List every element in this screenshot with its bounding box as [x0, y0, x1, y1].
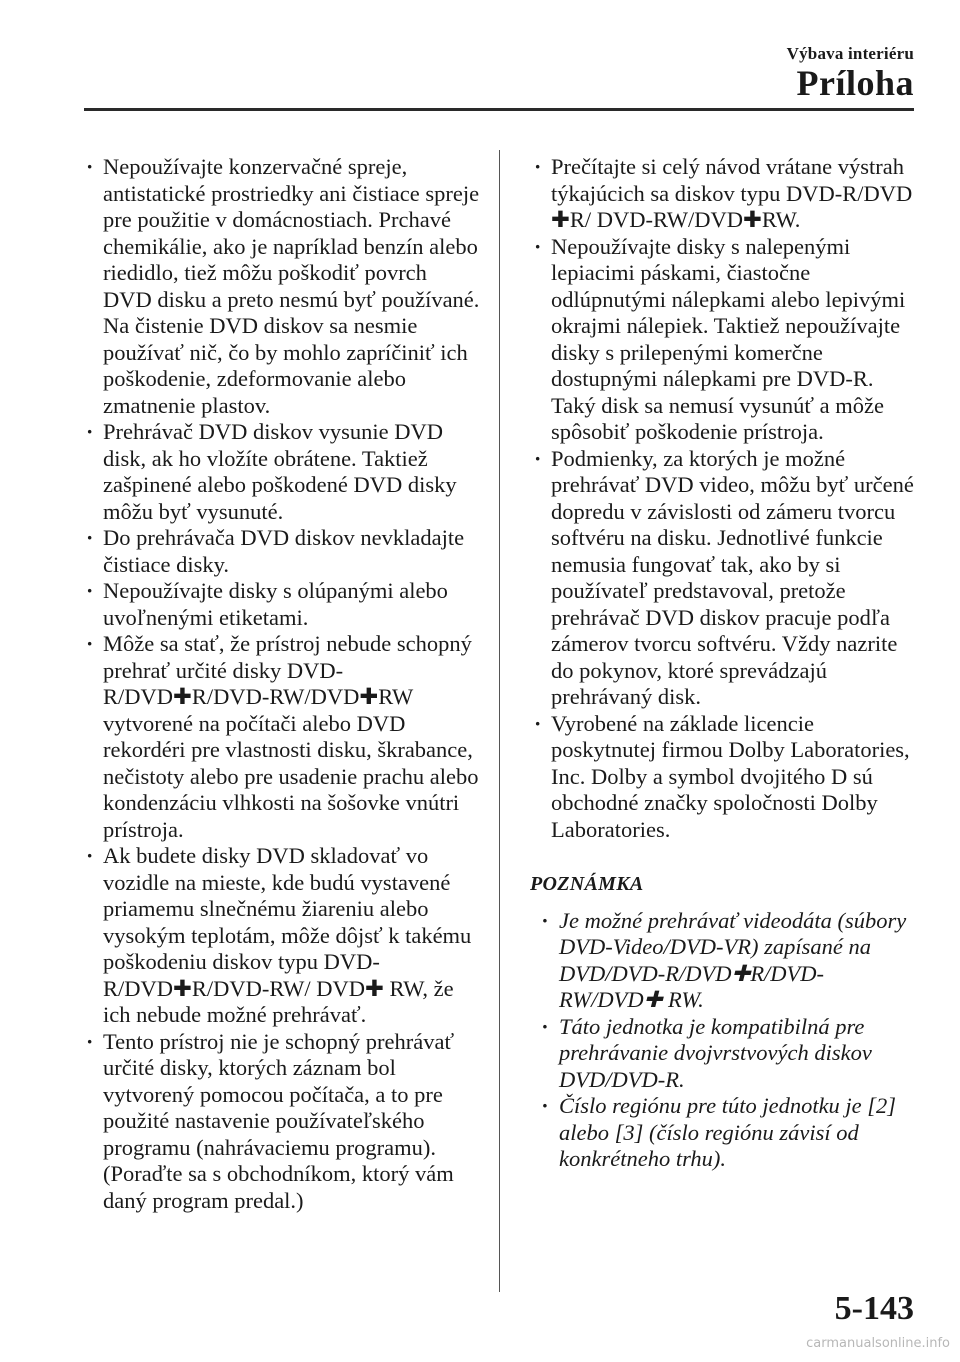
bullet-icon: ·	[534, 233, 542, 259]
bullet-icon: ·	[542, 907, 548, 933]
bullet-icon: ·	[542, 1013, 548, 1039]
header-rule	[84, 108, 914, 111]
right-list-item-text: Nepoužívajte disky s nalepenými lepiacimi páskami, čiastočne odlúpnutými nálepkami alebo lepivými okrajmi nálepiek. Taktiež nepoužívajte disky s prilepenými komerčne dostupnými nálepkami pre DVD-R. Taký disk sa nemusí vysunúť a môže spôsobiť poškodenie prístroja.	[551, 233, 906, 444]
bullet-icon: ·	[86, 843, 94, 868]
left-list-item	[82, 419, 480, 525]
left-list-item-text: Môže sa stať, že prístroj nebude schopný prehrať určité disky DVD-R/DVD✚R/DVD-RW/DVD✚RW vytvorené na počítači alebo DVD rekordéri pre vlastnosti disku, škrabance, nečistoty alebo pre usadenie prachu alebo kondenzáciu vlhkosti na šošovke vnútri prístroja.	[103, 631, 479, 842]
note-item-text: Táto jednotka je kompatibilná pre prehrávanie dvojvrstvových diskov DVD/DVD-R.	[559, 1013, 872, 1092]
left-column	[82, 154, 480, 1214]
bullet-icon: ·	[86, 525, 94, 550]
note-list	[538, 908, 920, 1173]
right-bullet-list	[530, 154, 920, 843]
page-title: Príloha	[796, 63, 914, 103]
bullet-icon: ·	[86, 631, 94, 656]
bullet-icon: ·	[86, 1028, 94, 1054]
left-list-item	[82, 631, 480, 843]
left-list-item-text: Prehrávač DVD diskov vysunie DVD disk, ak ho vložíte obrátene. Taktiež zašpinené alebo poškodené DVD disky môžu byť vysunuté.	[103, 419, 457, 524]
left-list-item	[82, 154, 480, 419]
right-list-item	[530, 234, 920, 446]
left-list-item-text: Nepoužívajte disky s olúpanými alebo uvoľnenými etiketami.	[103, 578, 448, 630]
left-list-item	[82, 578, 480, 631]
bullet-icon: ·	[86, 578, 94, 603]
left-list-item-text: Tento prístroj nie je schopný prehrávať určité disky, ktorých záznam bol vytvorený pomocou počítača, a to pre použité nastavenie používateľského programu (nahrávaciemu programu). (Poraďte sa s obchodníkom, ktorý vám daný program predal.)	[103, 1028, 455, 1213]
right-list-item-text: Prečítajte si celý návod vrátane výstrah týkajúcich sa diskov typu DVD-R/DVD ✚R/ DVD-RW/DVD✚RW.	[551, 154, 913, 232]
note-item-text: Číslo regiónu pre túto jednotku je [2] alebo [3] (číslo regiónu závisí od konkrétneho trhu).	[559, 1093, 897, 1171]
note-item	[538, 908, 920, 1014]
bullet-icon: ·	[86, 154, 94, 179]
left-list-item	[82, 525, 480, 578]
left-bullet-list	[82, 154, 480, 1214]
bullet-icon: ·	[534, 445, 542, 471]
note-item-text: Je možné prehrávať videodáta (súbory DVD-Video/DVD-VR) zapísané na DVD/DVD-R/DVD✚R/DVD-RW/DVD✚ RW.	[559, 907, 907, 1012]
right-list-item-text: Podmienky, za ktorých je možné prehrávať DVD video, môžu byť určené dopredu v závislosti od zámeru tvorcu softvéru na disku. Jednotlivé funkcie nemusia fungovať tak, ako by si používateľ predstavoval, pretože prehrávač DVD diskov pracuje podľa zámerov tvorcu softvéru. Vždy nazrite do pokynov, ktoré sprevádzajú prehrávaný disk.	[551, 445, 914, 709]
note-item	[538, 1093, 920, 1173]
right-list-item	[530, 154, 920, 234]
watermark: carmanualsonline.info	[806, 1336, 950, 1351]
page-number: 5-143	[834, 1290, 914, 1327]
right-column	[530, 154, 920, 1173]
bullet-icon: ·	[534, 154, 542, 179]
note-item	[538, 1014, 920, 1094]
left-list-item-text: Nepoužívajte konzervačné spreje, antistatické prostriedky ani čistiace spreje pre použitie v domácnostiach. Prchavé chemikálie, ako je napríklad benzín alebo riedidlo, tiež môžu poškodiť povrch DVD disku a preto nesmú byť používané. Na čistenie DVD diskov sa nesmie používať nič, čo by mohlo zapríčiniť ich poškodenie, zdeformovanie alebo zmatnenie plastov.	[103, 154, 480, 418]
left-list-item-text: Do prehrávača DVD diskov nevkladajte čistiace disky.	[103, 525, 465, 577]
left-list-item	[82, 843, 480, 1029]
note-heading: POZNÁMKA	[530, 873, 644, 895]
bullet-icon: ·	[534, 710, 542, 736]
left-list-item	[82, 1029, 480, 1215]
bullet-icon: ·	[86, 419, 94, 444]
bullet-icon: ·	[542, 1093, 548, 1118]
right-list-item	[530, 446, 920, 711]
right-list-item-text: Vyrobené na základe licencie poskytnutej firmou Dolby Laboratories, Inc. Dolby a symbol dvojitého D sú obchodné značky spoločnosti Dolby Laboratories.	[551, 710, 910, 842]
left-list-item-text: Ak budete disky DVD skladovať vo vozidle na mieste, kde budú vystavené priamemu slnečnému žiareniu alebo vysokým teplotám, môže dôjsť k takému poškodeniu diskov typu DVD-R/DVD✚R/DVD-RW/ DVD✚ RW, že ich nebude možné prehrávať.	[103, 843, 472, 1027]
section-label: Výbava interiéru	[786, 44, 914, 63]
right-list-item	[530, 711, 920, 844]
column-divider	[499, 150, 500, 1292]
